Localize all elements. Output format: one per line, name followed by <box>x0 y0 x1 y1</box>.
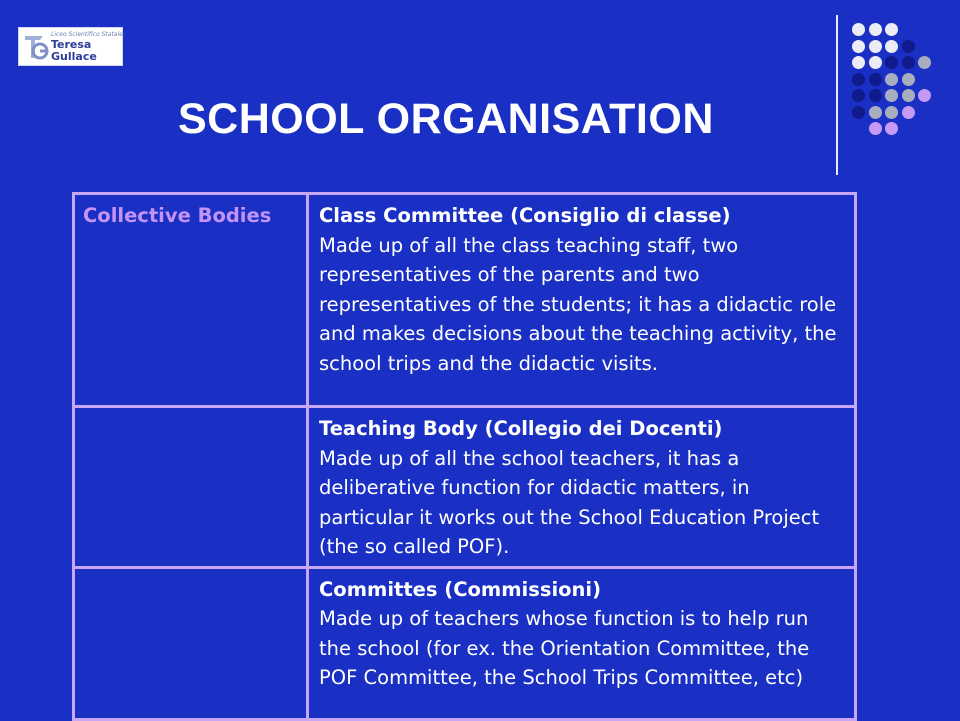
logo-name-line2: Gullace <box>51 50 97 63</box>
empty-label-cell <box>74 407 308 568</box>
decorative-dot <box>902 89 915 102</box>
decorative-dot <box>869 56 882 69</box>
decorative-dot <box>869 73 882 86</box>
table-row <box>74 407 856 568</box>
item-description: Made up of all the class teaching staff, two representatives of the parents and two representatives of the students; it has a didactic role and makes decisions about the teaching activity, the school trips and the didactic visits. <box>319 233 837 375</box>
item-title: Committes (Commissioni) <box>319 577 602 601</box>
decorative-dot <box>885 122 898 135</box>
decorative-dot <box>852 73 865 86</box>
decorative-dot <box>885 73 898 86</box>
decorative-dot <box>902 106 915 119</box>
logo-name <box>51 39 97 63</box>
decorative-dot <box>918 89 931 102</box>
committees-cell <box>308 567 856 719</box>
school-logo <box>18 27 123 66</box>
decorative-dot <box>869 89 882 102</box>
decorative-dot <box>852 56 865 69</box>
item-title: Class Committee (Consiglio di classe) <box>319 204 731 227</box>
decorative-dot <box>852 40 865 53</box>
decorative-dot <box>885 56 898 69</box>
logo-name-line1: Teresa <box>51 38 92 51</box>
decorative-dot <box>852 89 865 102</box>
decorative-dot <box>885 106 898 119</box>
decorative-dot <box>902 73 915 86</box>
item-title: Teaching Body (Collegio dei Docenti) <box>319 417 723 440</box>
teaching-body-cell <box>308 407 856 568</box>
class-committee-cell <box>308 194 856 407</box>
tg-monogram-icon <box>23 32 49 62</box>
collective-bodies-label: Collective Bodies <box>74 194 308 407</box>
decorative-dot <box>885 40 898 53</box>
decorative-dot <box>869 106 882 119</box>
decorative-dot <box>918 56 931 69</box>
decorative-dot <box>902 40 915 53</box>
decorative-dot <box>902 56 915 69</box>
decorative-dot <box>869 23 882 36</box>
decorative-dot <box>885 23 898 36</box>
organisation-table <box>72 192 857 721</box>
item-description: Made up of all the school teachers, it has a deliberative function for didactic matters, in particular it works out the School Education Project (the so called POF). <box>319 446 820 558</box>
decorative-dot <box>885 89 898 102</box>
empty-label-cell <box>74 567 308 719</box>
table-row <box>74 567 856 719</box>
decorative-dot <box>852 106 865 119</box>
logo-subtitle: Liceo Scientifico Statale <box>51 31 123 38</box>
decorative-dot <box>869 40 882 53</box>
decorative-dot <box>852 23 865 36</box>
item-description: Made up of teachers whose function is to help run the school (for ex. the Orientation Committee, the POF Committee, the School Trips Committee, etc) <box>319 607 810 689</box>
page-title: SCHOOL ORGANISATION <box>178 95 714 143</box>
decorative-divider <box>836 15 838 175</box>
table-row <box>74 194 856 407</box>
decorative-dot <box>869 122 882 135</box>
